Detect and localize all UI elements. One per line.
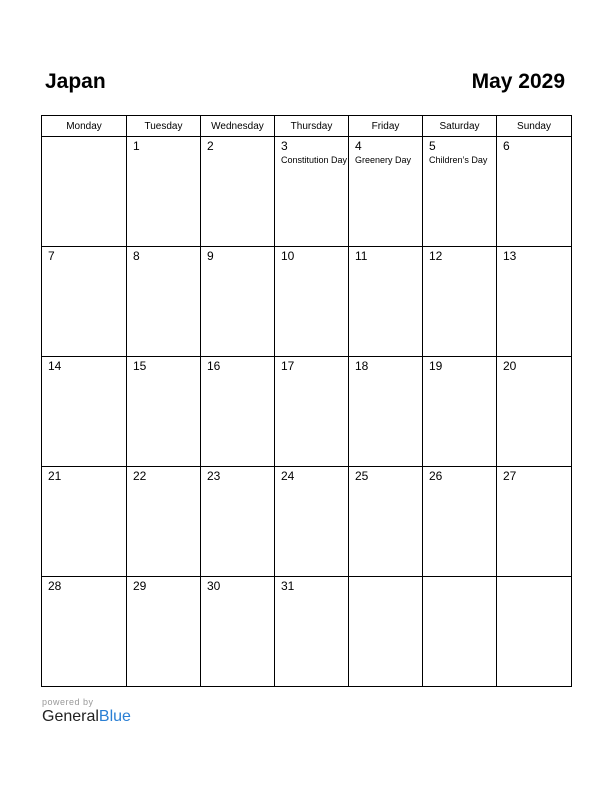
day-number: 7 xyxy=(48,249,55,263)
month-year-title: May 2029 xyxy=(471,70,565,93)
day-cell xyxy=(42,137,127,247)
week-row xyxy=(42,467,572,577)
holiday-label: Greenery Day xyxy=(355,155,412,165)
day-number: 29 xyxy=(133,579,147,593)
weekday-header: Wednesday xyxy=(201,116,275,137)
day-cell xyxy=(201,467,275,577)
day-cell xyxy=(497,467,572,577)
day-cell xyxy=(127,467,201,577)
day-number: 3 xyxy=(281,139,288,153)
week-row xyxy=(42,357,572,467)
footer-branding xyxy=(42,697,131,726)
week-row xyxy=(42,137,572,247)
day-number: 16 xyxy=(207,359,221,373)
day-cell xyxy=(349,577,423,687)
day-cell xyxy=(497,577,572,687)
day-cell xyxy=(349,247,423,357)
day-number: 28 xyxy=(48,579,62,593)
day-number: 9 xyxy=(207,249,214,263)
weekday-header: Friday xyxy=(349,116,423,137)
day-number: 20 xyxy=(503,359,517,373)
day-cell xyxy=(42,247,127,357)
day-cell xyxy=(42,467,127,577)
day-cell xyxy=(275,577,349,687)
day-number: 18 xyxy=(355,359,369,373)
day-cell xyxy=(42,357,127,467)
day-cell xyxy=(423,247,497,357)
day-number: 4 xyxy=(355,139,362,153)
calendar-grid xyxy=(41,115,572,687)
day-number: 11 xyxy=(355,249,368,263)
day-number: 26 xyxy=(429,469,443,483)
day-cell xyxy=(349,357,423,467)
powered-by-text: powered by xyxy=(42,697,94,707)
country-title: Japan xyxy=(45,70,106,93)
weekday-header-row xyxy=(42,116,572,137)
day-number: 13 xyxy=(503,249,517,263)
day-cell xyxy=(201,247,275,357)
day-number: 10 xyxy=(281,249,295,263)
day-cell xyxy=(275,247,349,357)
weekday-header: Saturday xyxy=(423,116,497,137)
day-cell xyxy=(127,357,201,467)
day-number: 15 xyxy=(133,359,147,373)
day-cell xyxy=(423,467,497,577)
day-cell xyxy=(127,247,201,357)
day-number: 25 xyxy=(355,469,369,483)
day-number: 30 xyxy=(207,579,221,593)
holiday-label: Constitution Day xyxy=(281,155,348,165)
brand-blue-text: Blue xyxy=(98,708,131,725)
day-cell xyxy=(127,577,201,687)
weekday-header: Tuesday xyxy=(127,116,201,137)
day-cell xyxy=(423,577,497,687)
weekday-header: Sunday xyxy=(497,116,572,137)
day-number: 6 xyxy=(503,139,510,153)
day-cell xyxy=(423,357,497,467)
day-number: 1 xyxy=(133,139,140,153)
day-number: 17 xyxy=(281,359,295,373)
day-number: 19 xyxy=(429,359,443,373)
day-cell xyxy=(42,577,127,687)
day-cell xyxy=(497,357,572,467)
generalblue-logo xyxy=(42,708,131,726)
day-cell xyxy=(275,467,349,577)
day-number: 5 xyxy=(429,139,436,153)
day-number: 23 xyxy=(207,469,221,483)
week-row xyxy=(42,247,572,357)
day-number: 2 xyxy=(207,139,214,153)
weekday-header: Thursday xyxy=(275,116,349,137)
day-cell xyxy=(275,357,349,467)
day-number: 27 xyxy=(503,469,517,483)
day-number: 31 xyxy=(281,579,295,593)
week-row xyxy=(42,577,572,687)
brand-general-text: General xyxy=(42,708,99,725)
day-cell xyxy=(275,137,349,247)
day-cell xyxy=(201,137,275,247)
day-cell xyxy=(497,137,572,247)
day-cell xyxy=(127,137,201,247)
holiday-label: Children’s Day xyxy=(429,155,488,165)
day-cell xyxy=(349,467,423,577)
day-cell xyxy=(201,577,275,687)
day-number: 12 xyxy=(429,249,443,263)
day-cell xyxy=(349,137,423,247)
day-number: 8 xyxy=(133,249,140,263)
day-cell xyxy=(423,137,497,247)
day-cell xyxy=(497,247,572,357)
day-number: 14 xyxy=(48,359,62,373)
day-cell xyxy=(201,357,275,467)
day-number: 24 xyxy=(281,469,295,483)
day-number: 21 xyxy=(48,469,62,483)
day-number: 22 xyxy=(133,469,147,483)
weekday-header: Monday xyxy=(42,116,127,137)
